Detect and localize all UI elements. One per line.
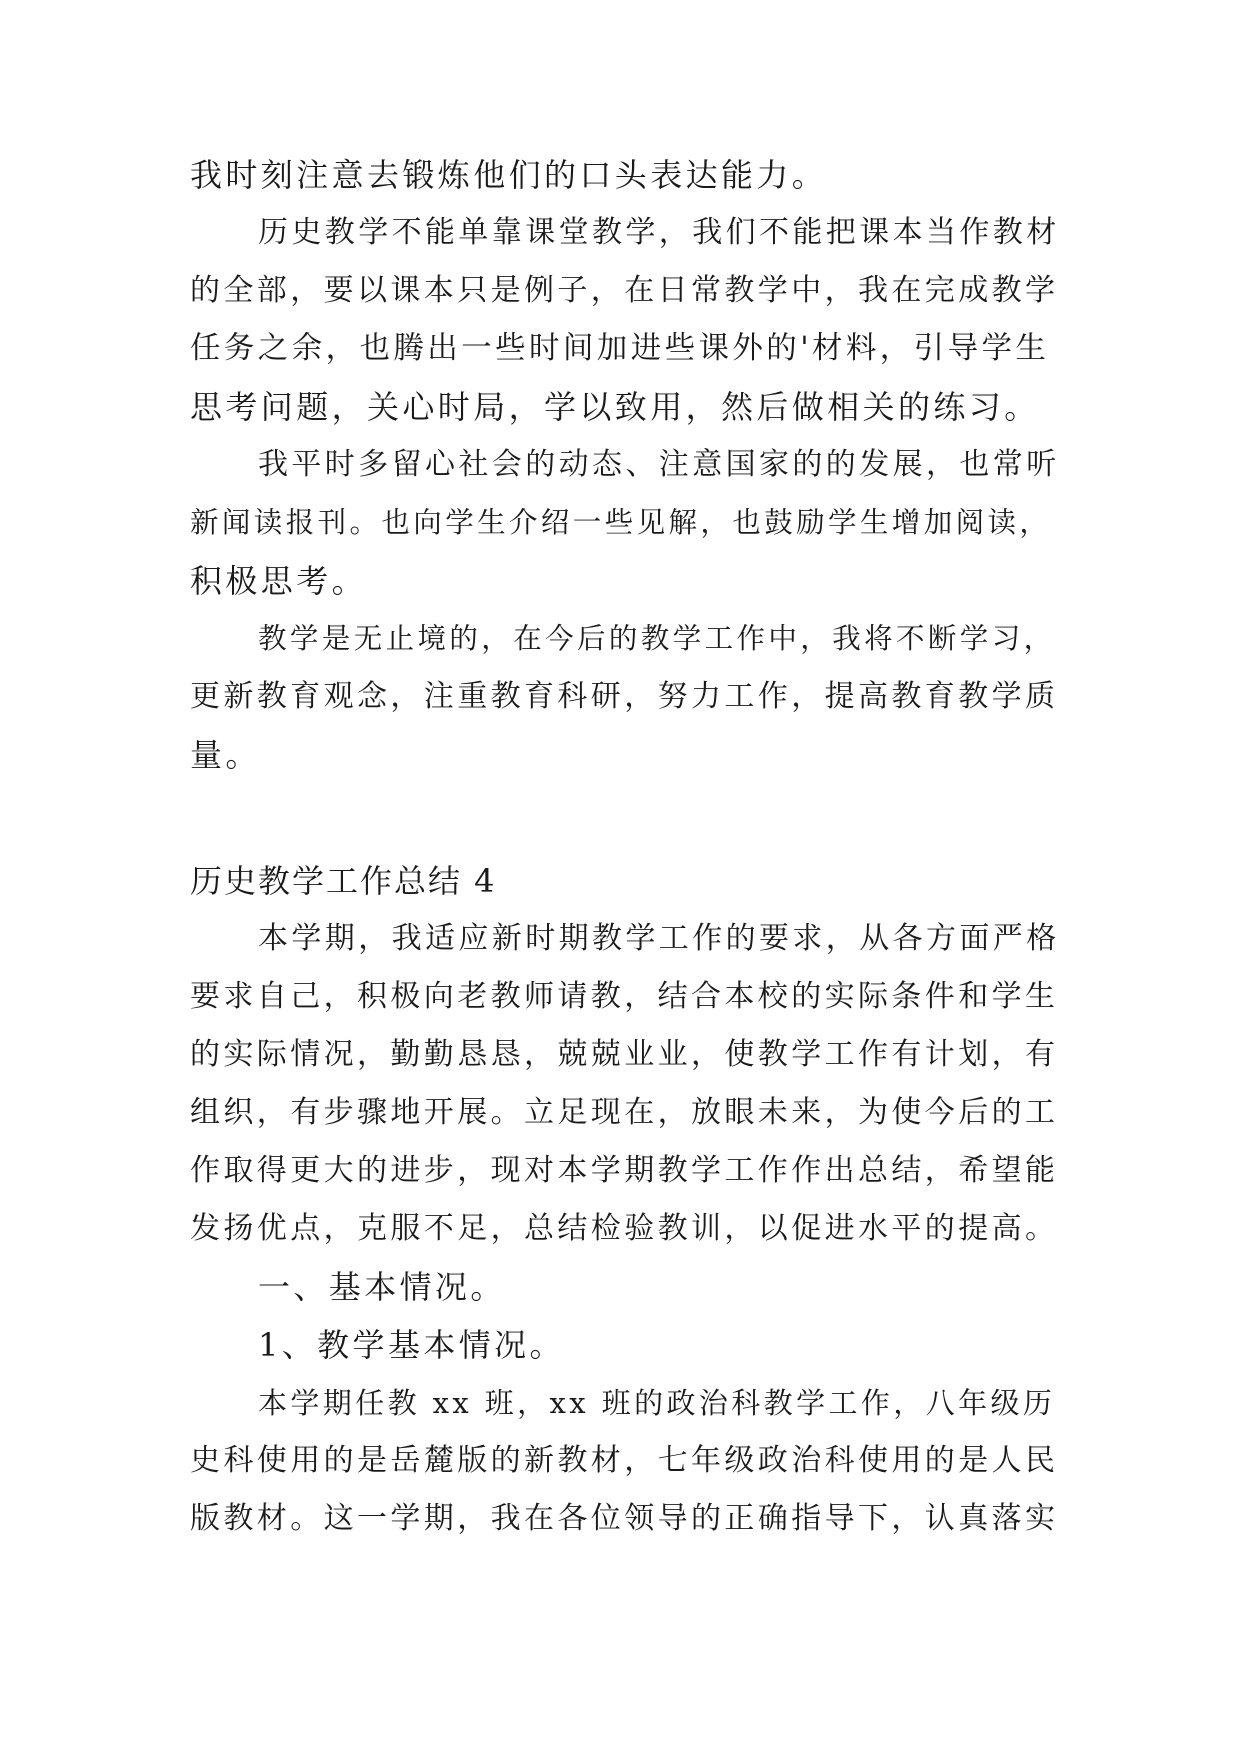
text-line: 我时刻注意去锻炼他们的口头表达能力。 bbox=[190, 156, 828, 194]
text-line: 更新教育观念，注重教育科研，努力工作，提高教育教学质 bbox=[190, 679, 1059, 714]
text-line: 任务之余，也腾出一些时间加进些课外的'材料，引导学生 bbox=[190, 331, 1050, 366]
text-line: 本学期任教 xx 班，xx 班的政治科教学工作，八年级历 bbox=[258, 1386, 1056, 1420]
text-line: 要求自己，积极向老教师请教，结合本校的实际条件和学生 bbox=[190, 979, 1059, 1014]
text-line: 版教材。这一学期，我在各位领导的正确指导下，认真落实 bbox=[190, 1501, 1059, 1536]
text-line: 思考问题，关心时局，学以致用，然后做相关的练习。 bbox=[190, 388, 1040, 426]
text-line: 的实际情况，勤勤恳恳，兢兢业业，使教学工作有计划，有 bbox=[190, 1037, 1059, 1072]
text-line: 量。 bbox=[190, 736, 261, 774]
text-line: 作取得更大的进步，现对本学期教学工作作出总结，希望能 bbox=[190, 1153, 1059, 1188]
subheading: 1、教学基本情况。 bbox=[258, 1326, 565, 1364]
text-line: 历史教学不能单靠课堂教学，我们不能把课本当作教材 bbox=[258, 215, 1060, 250]
text-line: 本学期，我适应新时期教学工作的要求，从各方面严格 bbox=[258, 921, 1060, 956]
text-line: 发扬优点，克服不足，总结检验教训，以促进水平的提高。 bbox=[190, 1211, 1059, 1246]
text-line: 的全部，要以课本只是例子，在日常教学中，我在完成教学 bbox=[190, 273, 1059, 308]
text-line: 积极思考。 bbox=[190, 562, 368, 600]
text-line: 新闻读报刊。也向学生介绍一些见解，也鼓励学生增加阅读， bbox=[190, 506, 1052, 539]
section-heading: 历史教学工作总结 4 bbox=[190, 862, 497, 900]
subheading: 一、基本情况。 bbox=[258, 1268, 506, 1306]
text-line: 史科使用的是岳麓版的新教材，七年级政治科使用的是人民 bbox=[190, 1443, 1059, 1478]
text-line: 我平时多留心社会的动态、注意国家的的发展，也常听 bbox=[258, 447, 1060, 482]
text-line: 教学是无止境的，在今后的教学工作中，我将不断学习， bbox=[258, 622, 1056, 655]
text-line: 组织，有步骤地开展。立足现在，放眼未来，为使今后的工 bbox=[190, 1095, 1059, 1130]
